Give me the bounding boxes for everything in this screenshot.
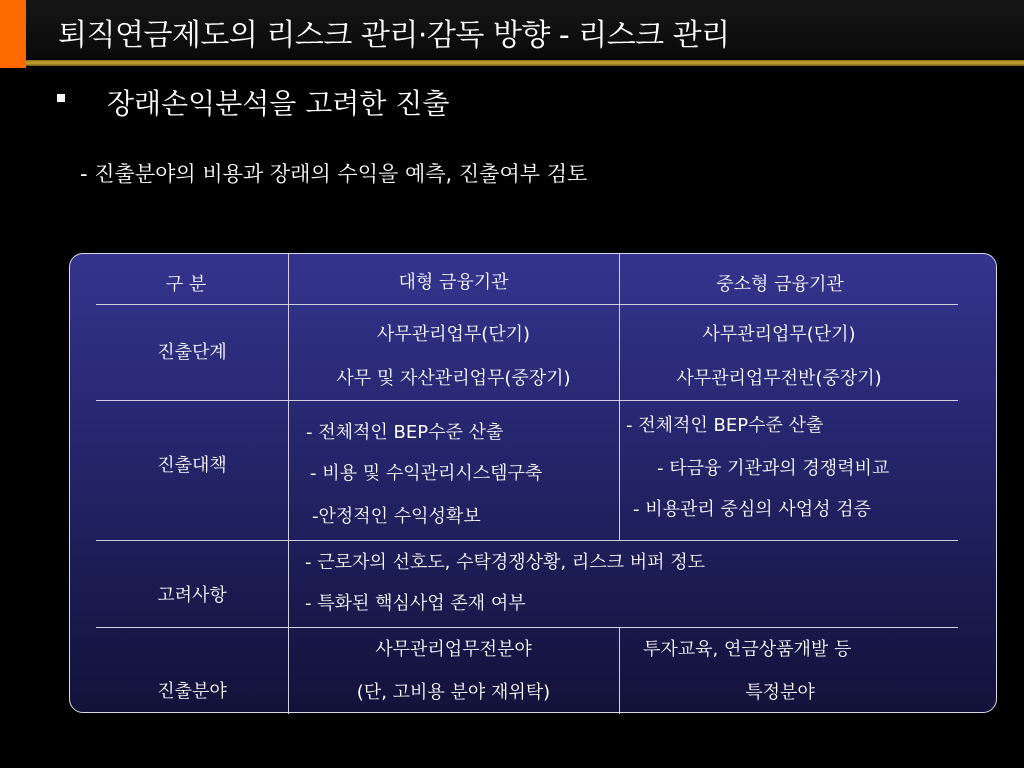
- table-cell: - 근로자의 선호도, 수탁경쟁상황, 리스크 버퍼 정도: [305, 552, 706, 573]
- table-cell: 사무 및 자산관리업무(중장기): [336, 368, 571, 389]
- comparison-table: [69, 253, 997, 713]
- table-cell: 사무관리업무전분야: [375, 639, 532, 660]
- title-underline: [26, 60, 1024, 66]
- table-cell: - 비용 및 수익관리시스템구축: [310, 463, 543, 484]
- sub-point: - 진출분야의 비용과 장래의 수익을 예측, 진출여부 검토: [80, 162, 588, 186]
- table-cell: - 타금융 기관과의 경쟁력비교: [657, 458, 890, 479]
- header-category: 구 분: [165, 274, 207, 295]
- bullet-heading: 장래손익분석을 고려한 진출: [107, 87, 450, 120]
- row-label: 고려사항: [157, 585, 227, 606]
- table-cell: (단, 고비용 분야 재위탁): [356, 682, 551, 703]
- table-cell: - 전체적인 BEP수준 산출: [626, 415, 824, 436]
- row-label: 진출대책: [157, 455, 227, 476]
- square-bullet-icon: [57, 94, 65, 102]
- table-cell: - 전체적인 BEP수준 산출: [306, 422, 504, 443]
- table-cell: 투자교육, 연금상품개발 등: [643, 639, 852, 660]
- row-divider: [96, 400, 958, 401]
- header-divider: [96, 304, 958, 305]
- slide-title: 퇴직연금제도의 리스크 관리·감독 방향 - 리스크 관리: [58, 18, 730, 53]
- row-label: 진출단계: [157, 342, 227, 363]
- column-divider: [619, 254, 620, 541]
- header-small-institution: 중소형 금융기관: [716, 274, 844, 295]
- header-large-institution: 대형 금융기관: [398, 272, 509, 293]
- row-divider: [96, 540, 958, 541]
- table-cell: 사무관리업무(단기): [376, 324, 531, 345]
- row-divider: [96, 627, 958, 628]
- table-cell: - 비용관리 중심의 사업성 검증: [633, 499, 872, 520]
- table-cell: 사무관리업무전반(중장기): [676, 368, 882, 389]
- accent-bar: [0, 0, 26, 68]
- row-label: 진출분야: [157, 681, 227, 702]
- table-cell: 특정분야: [745, 682, 815, 703]
- table-cell: - 특화된 핵심사업 존재 여부: [305, 593, 526, 614]
- table-cell: -안정적인 수익성확보: [312, 506, 481, 527]
- table-cell: 사무관리업무(단기): [702, 324, 856, 345]
